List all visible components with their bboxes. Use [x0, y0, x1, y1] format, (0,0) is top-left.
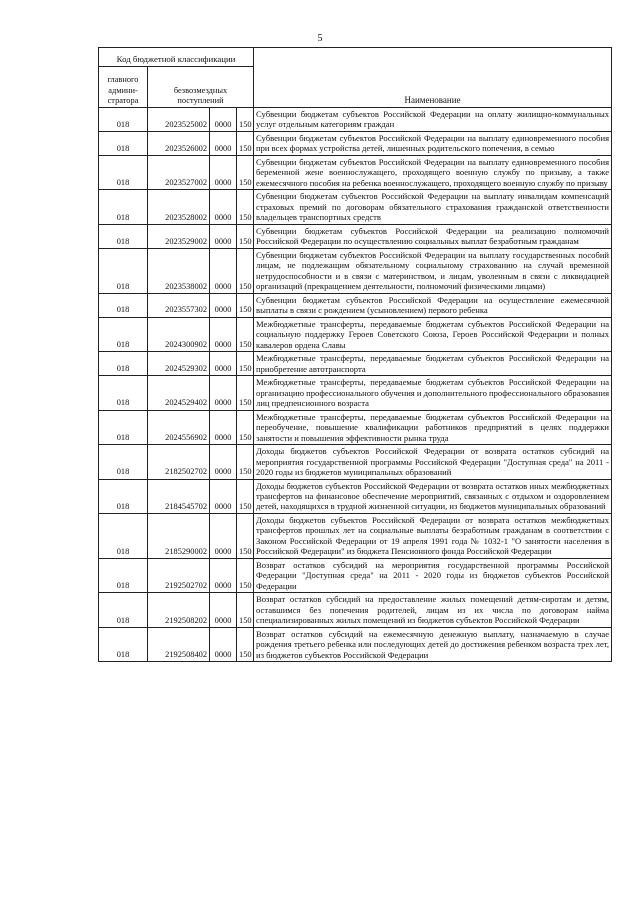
admin-code-cell: 018	[99, 293, 148, 317]
subtype-code-cell: 0000	[210, 293, 237, 317]
subtype-code-cell: 0000	[210, 317, 237, 351]
subtype-code-cell: 0000	[210, 352, 237, 376]
subtype-code-cell: 0000	[210, 627, 237, 661]
kosgu-code-cell: 150	[237, 445, 254, 479]
table-row	[99, 293, 612, 317]
admin-code-cell: 018	[99, 224, 148, 248]
table-row	[99, 317, 612, 351]
table-row	[99, 224, 612, 248]
subtype-code-cell: 0000	[210, 248, 237, 293]
subtype-code-cell: 0000	[210, 108, 237, 132]
revenue-code-cell: 2185290002	[148, 513, 210, 558]
kosgu-code-cell: 150	[237, 352, 254, 376]
table-row	[99, 445, 612, 479]
kosgu-code-cell: 150	[237, 190, 254, 224]
revenue-code-cell: 2023527002	[148, 155, 210, 189]
code-group-header: Код бюджетной классификации	[99, 48, 254, 67]
table-row	[99, 352, 612, 376]
revenue-name-cell: Доходы бюджетов субъектов Российской Федерации от возврата остатков межбюджетных трансфертов прошлых лет на социальные выплаты безработным гражданам в соответствии с Законом Российской Федерации от 19 апреля 1991 года № 1032-1 "О занятости населения в Российской Федерации" из бюджета Пенсионного фонда Российской Федерации	[254, 513, 612, 558]
revenue-name-cell: Межбюджетные трансферты, передаваемые бюджетам субъектов Российской Федерации на социальную поддержку Героев Советского Союза, Героев Российской Федерации и полных кавалеров ордена Славы	[254, 317, 612, 351]
subtype-code-cell: 0000	[210, 593, 237, 627]
revenue-code-cell: 2023528002	[148, 190, 210, 224]
revenue-name-cell: Субвенции бюджетам субъектов Российской Федерации на выплату государственных пособий лицам, не подлежащим обязательному социальному страхованию на случай временной нетрудоспособности и в связи с материнством, и лицам, уволенным в связи с ликвидацией организаций (прекращением деятельности, полномочий физическими лицами)	[254, 248, 612, 293]
subtype-code-cell: 0000	[210, 131, 237, 155]
revenue-name-cell: Возврат остатков субсидий на мероприятия государственной программы Российской Федерации "Доступная среда" на 2011 - 2020 годы из бюджетов субъектов Российской Федерации	[254, 558, 612, 592]
revenue-code-cell: 2024556902	[148, 410, 210, 444]
page-number: 5	[317, 33, 323, 44]
table-row	[99, 593, 612, 627]
table-row	[99, 131, 612, 155]
kosgu-code-cell: 150	[237, 376, 254, 410]
revenue-name-cell: Доходы бюджетов субъектов Российской Федерации от возврата остатков иных межбюджетных трансфертов на финансовое обеспечение мероприятий, связанных с отдыхом и оздоровлением детей, находящихся в трудной жизненной ситуации, из бюджетов муниципальных образований	[254, 479, 612, 513]
name-column-header: Наименование	[254, 48, 612, 108]
kosgu-code-cell: 150	[237, 108, 254, 132]
revenue-name-cell: Межбюджетные трансферты, передаваемые бюджетам субъектов Российской Федерации на переобучение, повышение квалификации работников предприятий в целях поддержки занятости и повышения эффективности рынка труда	[254, 410, 612, 444]
kosgu-code-cell: 150	[237, 293, 254, 317]
admin-code-cell: 018	[99, 248, 148, 293]
subtype-code-cell: 0000	[210, 155, 237, 189]
subtype-code-cell: 0000	[210, 558, 237, 592]
revenue-code-cell: 2024529402	[148, 376, 210, 410]
kosgu-code-cell: 150	[237, 558, 254, 592]
revenue-name-cell: Субвенции бюджетам субъектов Российской Федерации на выплату инвалидам компенсаций страховых премий по договорам обязательного страхования гражданской ответственности владельцев транспортных средств	[254, 190, 612, 224]
table-row	[99, 190, 612, 224]
revenue-code-cell: 2192508202	[148, 593, 210, 627]
admin-code-cell: 018	[99, 627, 148, 661]
kosgu-code-cell: 150	[237, 593, 254, 627]
revenue-name-cell: Субвенции бюджетам субъектов Российской Федерации на оплату жилищно-коммунальных услуг отдельным категориям граждан	[254, 108, 612, 132]
revenue-name-cell: Субвенции бюджетам субъектов Российской Федерации на выплату единовременного пособия беременной жене военнослужащего, проходящего военную службу по призыву, а также ежемесячного пособия на ребенка военнослужащего, проходящего военную службу по призыву	[254, 155, 612, 189]
admin-code-cell: 018	[99, 352, 148, 376]
subtype-code-cell: 0000	[210, 190, 237, 224]
revenue-code-cell: 2023557302	[148, 293, 210, 317]
admin-code-cell: 018	[99, 445, 148, 479]
admin-code-cell: 018	[99, 155, 148, 189]
kosgu-code-cell: 150	[237, 131, 254, 155]
revenue-code-cell: 2184545702	[148, 479, 210, 513]
table-row	[99, 513, 612, 558]
revenue-code-cell: 2023526002	[148, 131, 210, 155]
revenue-code-cell: 2182502702	[148, 445, 210, 479]
admin-code-cell: 018	[99, 513, 148, 558]
revenue-name-cell: Возврат остатков субсидий на ежемесячную денежную выплату, назначаемую в случае рождения третьего ребенка или последующих детей до достижения ребенком возраста трех лет, из бюджетов субъектов Российской Федерации	[254, 627, 612, 661]
admin-code-cell: 018	[99, 558, 148, 592]
revenue-name-cell: Субвенции бюджетам субъектов Российской Федерации на выплату единовременного пособия при всех формах устройства детей, лишенных родительского попечения, в семью	[254, 131, 612, 155]
revenue-code-cell: 2024529302	[148, 352, 210, 376]
table-row	[99, 410, 612, 444]
admin-code-cell: 018	[99, 376, 148, 410]
revenue-column-header: безвозмездных поступлений	[148, 67, 254, 108]
table-row	[99, 155, 612, 189]
admin-code-cell: 018	[99, 317, 148, 351]
subtype-code-cell: 0000	[210, 445, 237, 479]
kosgu-code-cell: 150	[237, 317, 254, 351]
revenue-name-cell: Межбюджетные трансферты, передаваемые бюджетам субъектов Российской Федерации на организацию профессионального обучения и дополнительного профессионального образования лиц предпенсионного возраста	[254, 376, 612, 410]
kosgu-code-cell: 150	[237, 248, 254, 293]
admin-code-cell: 018	[99, 190, 148, 224]
kosgu-code-cell: 150	[237, 513, 254, 558]
admin-column-header: главного админи-стратора	[99, 67, 148, 108]
revenue-name-cell: Субвенции бюджетам субъектов Российской Федерации на реализацию полномочий Российской Федерации по осуществлению социальных выплат безработным гражданам	[254, 224, 612, 248]
revenue-code-cell: 2024300902	[148, 317, 210, 351]
table-body	[99, 108, 612, 662]
table-header-row	[99, 48, 612, 67]
kosgu-code-cell: 150	[237, 627, 254, 661]
subtype-code-cell: 0000	[210, 513, 237, 558]
revenue-name-cell: Доходы бюджетов субъектов Российской Федерации от возврата остатков субсидий на мероприятия государственной программы Российской Федерации "Доступная среда" на 2011 - 2020 годы из бюджетов муниципальных образований	[254, 445, 612, 479]
revenue-name-cell: Возврат остатков субсидий на предоставление жилых помещений детям-сиротам и детям, оставшимся без попечения родителей, лицам из их числа по договорам найма специализированных жилых помещений из бюджетов субъектов Российской Федерации	[254, 593, 612, 627]
budget-classification-table	[98, 47, 612, 662]
revenue-code-cell: 2023529002	[148, 224, 210, 248]
table-row	[99, 248, 612, 293]
admin-code-cell: 018	[99, 410, 148, 444]
table-row	[99, 479, 612, 513]
kosgu-code-cell: 150	[237, 155, 254, 189]
admin-code-cell: 018	[99, 479, 148, 513]
admin-code-cell: 018	[99, 593, 148, 627]
revenue-code-cell: 2023525002	[148, 108, 210, 132]
revenue-name-cell: Межбюджетные трансферты, передаваемые бюджетам субъектов Российской Федерации на приобретение автотранспорта	[254, 352, 612, 376]
revenue-code-cell: 2192502702	[148, 558, 210, 592]
table-row	[99, 558, 612, 592]
admin-code-cell: 018	[99, 131, 148, 155]
revenue-code-cell: 2192508402	[148, 627, 210, 661]
subtype-code-cell: 0000	[210, 224, 237, 248]
kosgu-code-cell: 150	[237, 224, 254, 248]
subtype-code-cell: 0000	[210, 479, 237, 513]
subtype-code-cell: 0000	[210, 410, 237, 444]
revenue-name-cell: Субвенции бюджетам субъектов Российской Федерации на осуществление ежемесячной выплаты в связи с рождением (усыновлением) первого ребенка	[254, 293, 612, 317]
subtype-code-cell: 0000	[210, 376, 237, 410]
admin-code-cell: 018	[99, 108, 148, 132]
kosgu-code-cell: 150	[237, 410, 254, 444]
table-row	[99, 376, 612, 410]
revenue-code-cell: 2023538002	[148, 248, 210, 293]
table-row	[99, 108, 612, 132]
table-row	[99, 627, 612, 661]
kosgu-code-cell: 150	[237, 479, 254, 513]
